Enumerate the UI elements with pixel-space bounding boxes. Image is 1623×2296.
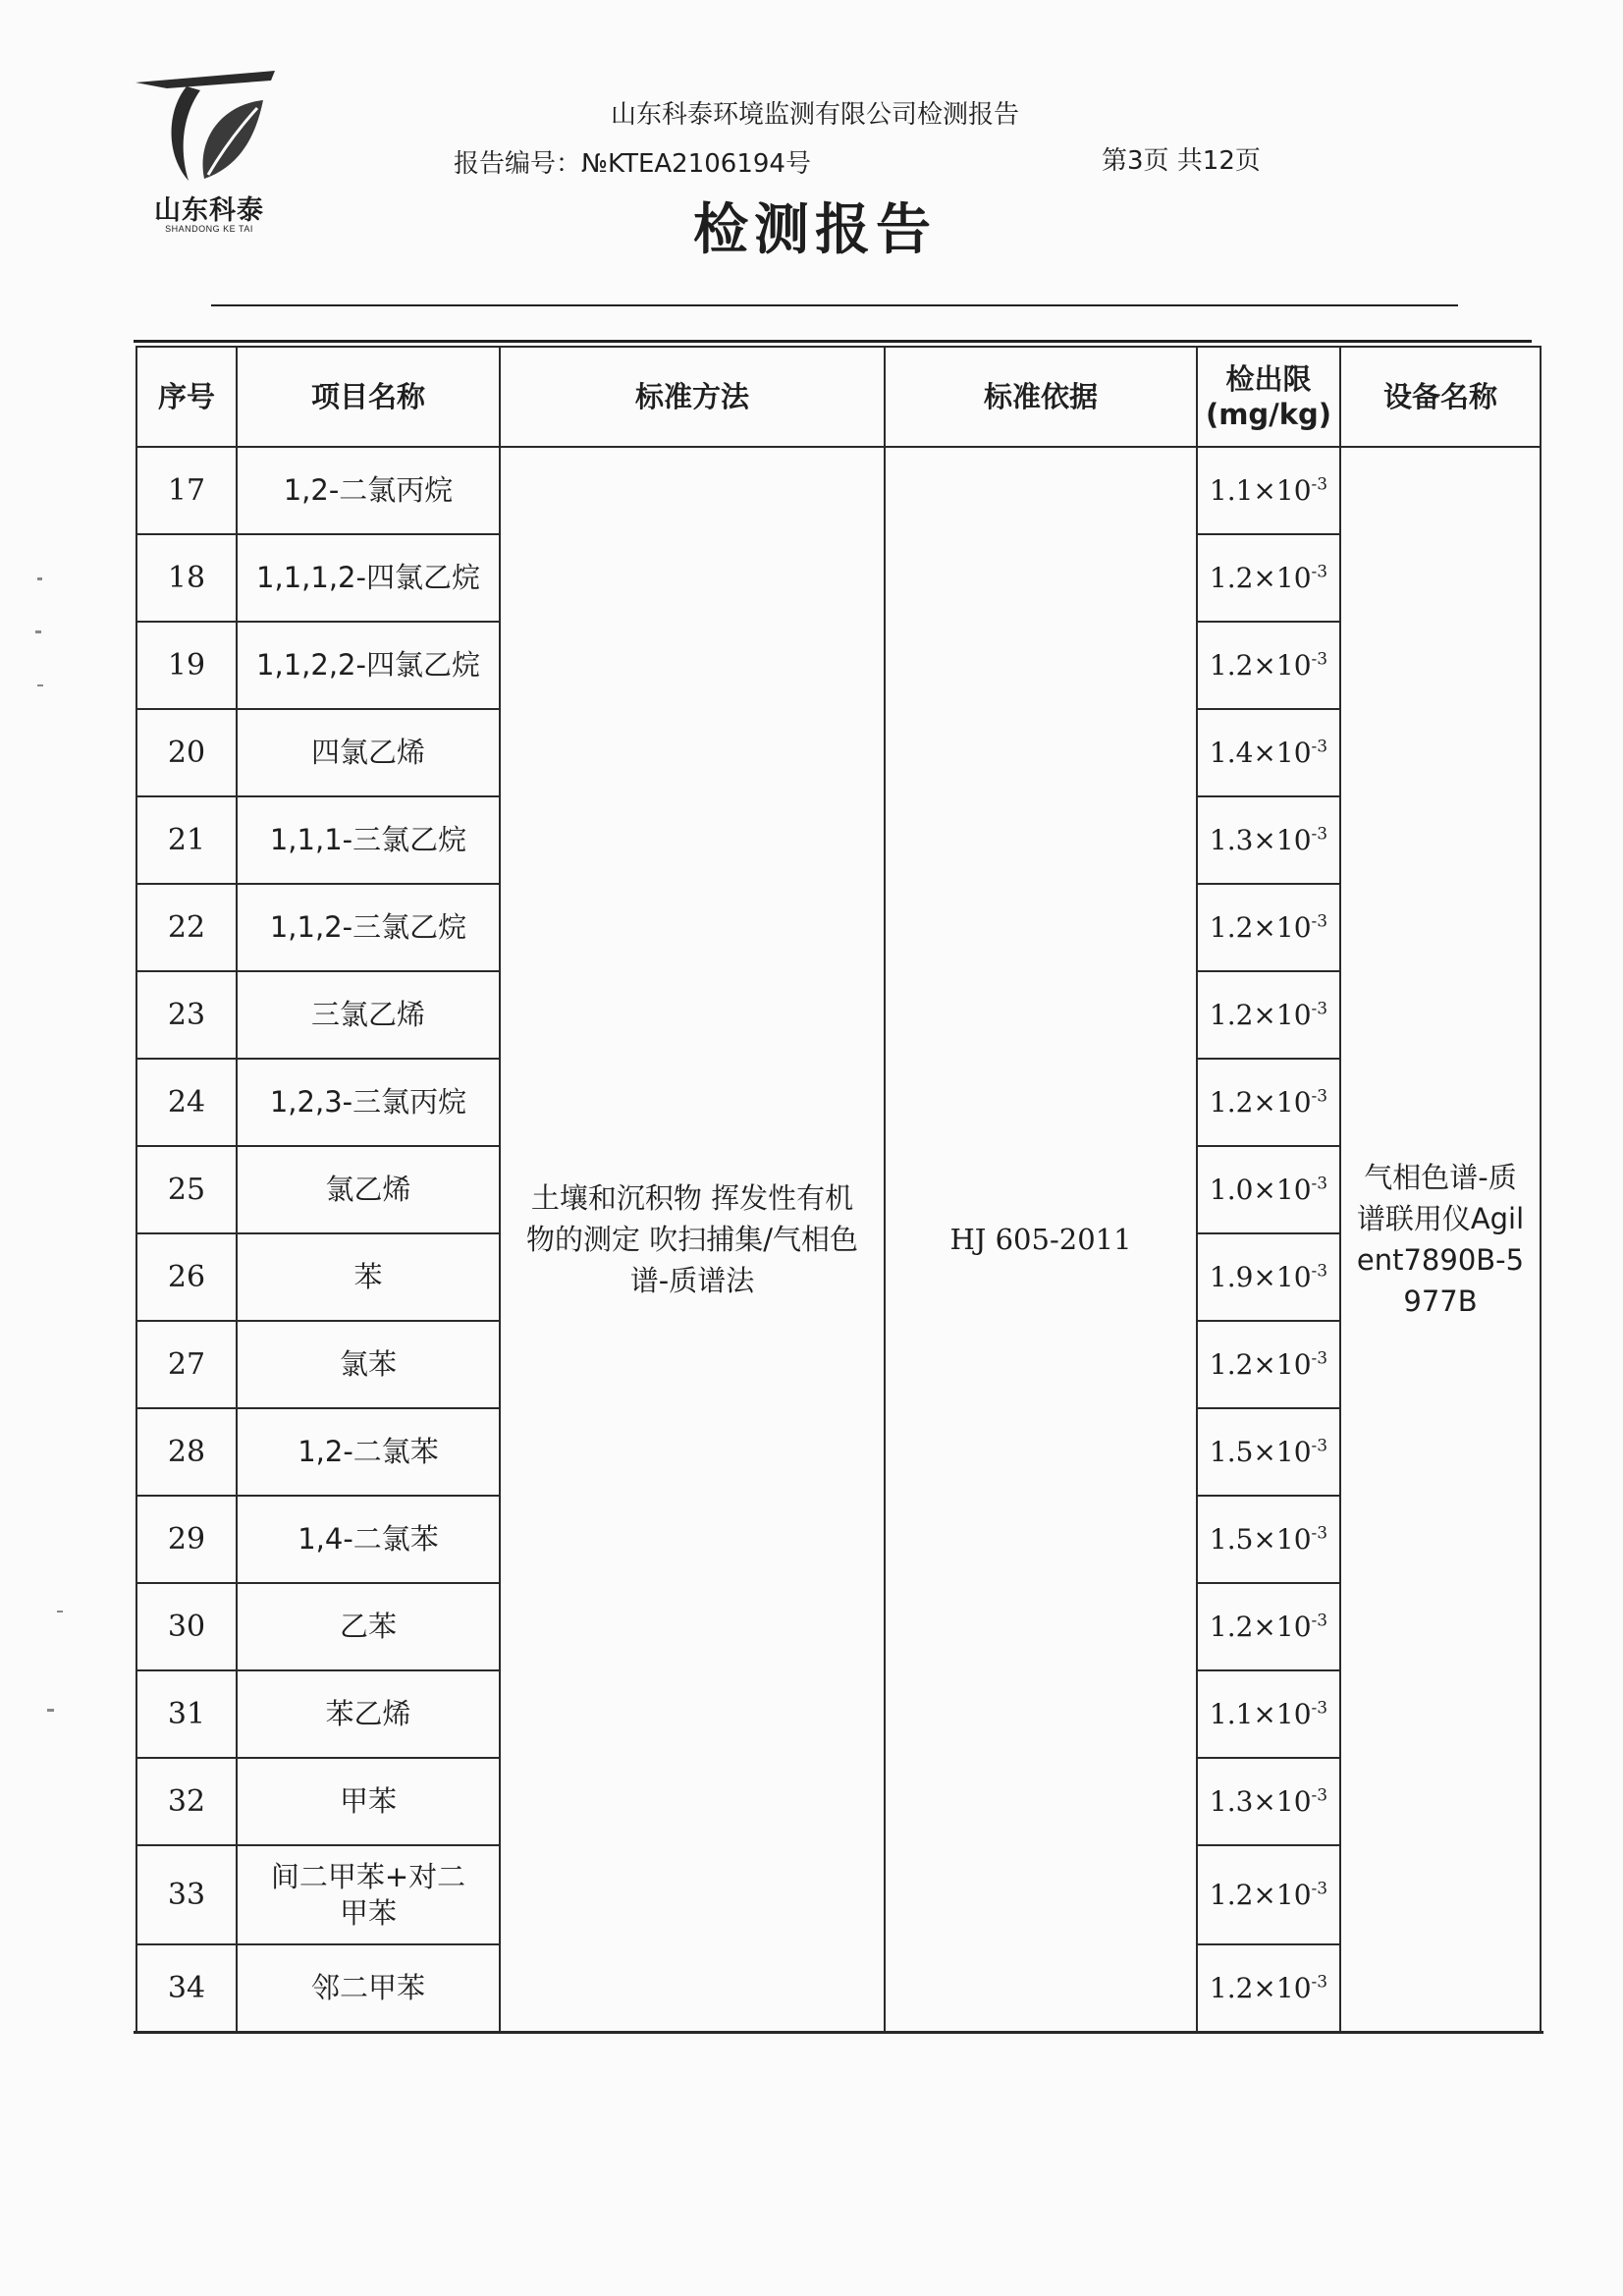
row-seq: 20 — [136, 709, 237, 796]
row-item-name: 1,2,3-三氯丙烷 — [237, 1059, 500, 1146]
limit-exponent: -3 — [1311, 824, 1328, 845]
table-top-rule — [134, 340, 1532, 343]
row-item-name: 三氯乙烯 — [237, 971, 500, 1059]
row-detection-limit — [1197, 1845, 1340, 1944]
limit-mantissa: 1.3×10 — [1209, 1785, 1312, 1818]
row-seq: 33 — [136, 1845, 237, 1944]
limit-exponent: -3 — [1311, 999, 1328, 1019]
row-detection-limit — [1197, 447, 1340, 534]
row-detection-limit — [1197, 1583, 1340, 1670]
row-item-name: 甲苯 — [237, 1758, 500, 1845]
row-seq: 18 — [136, 534, 237, 622]
limit-mantissa: 1.2×10 — [1209, 999, 1312, 1031]
row-item-name: 苯 — [237, 1233, 500, 1321]
standard-method: 土壤和沉积物 挥发性有机物的测定 吹扫捕集/气相色谱-质谱法 — [500, 447, 885, 2032]
page-indicator: 第3页 共12页 — [1102, 146, 1261, 176]
row-seq: 29 — [136, 1496, 237, 1583]
limit-exponent: -3 — [1311, 649, 1328, 670]
scan-mark — [37, 577, 42, 580]
row-seq: 23 — [136, 971, 237, 1059]
header-method: 标准方法 — [500, 347, 885, 447]
row-item-name: 四氯乙烯 — [237, 709, 500, 796]
row-seq: 21 — [136, 796, 237, 884]
limit-mantissa: 1.2×10 — [1209, 911, 1312, 944]
header-limit-unit: (mg/kg) — [1205, 398, 1332, 431]
row-item-name: 苯乙烯 — [237, 1670, 500, 1758]
limit-mantissa: 1.4×10 — [1209, 737, 1312, 769]
row-item-name: 氯乙烯 — [237, 1146, 500, 1233]
row-seq: 22 — [136, 884, 237, 971]
limit-mantissa: 1.2×10 — [1209, 1611, 1312, 1643]
limit-exponent: -3 — [1311, 1348, 1328, 1369]
limit-exponent: -3 — [1311, 737, 1328, 757]
header-limit-label: 检出限 — [1225, 361, 1312, 396]
row-seq: 26 — [136, 1233, 237, 1321]
report-number: 报告编号：№KTEA2106194号 — [454, 149, 811, 179]
company-logo — [128, 61, 285, 247]
limit-exponent: -3 — [1311, 1261, 1328, 1282]
row-item-name: 氯苯 — [237, 1321, 500, 1408]
row-seq: 30 — [136, 1583, 237, 1670]
row-detection-limit — [1197, 1758, 1340, 1845]
header-equipment: 设备名称 — [1340, 347, 1541, 447]
row-item-name: 间二甲苯+对二甲苯 — [237, 1845, 500, 1944]
row-item-name: 乙苯 — [237, 1583, 500, 1670]
limit-mantissa: 1.2×10 — [1209, 1879, 1312, 1911]
limit-mantissa: 1.5×10 — [1209, 1523, 1312, 1556]
row-detection-limit — [1197, 1944, 1340, 2032]
row-seq: 32 — [136, 1758, 237, 1845]
detection-limit-table — [135, 346, 1542, 2033]
scan-mark — [47, 1709, 54, 1712]
limit-exponent: -3 — [1311, 1611, 1328, 1631]
limit-mantissa: 1.2×10 — [1209, 562, 1312, 594]
row-item-name: 1,1,1,2-四氯乙烷 — [237, 534, 500, 622]
limit-exponent: -3 — [1311, 1086, 1328, 1107]
scan-mark — [35, 630, 41, 633]
row-seq: 34 — [136, 1944, 237, 2032]
row-seq: 28 — [136, 1408, 237, 1496]
limit-exponent: -3 — [1311, 1174, 1328, 1194]
row-detection-limit — [1197, 884, 1340, 971]
table-body — [136, 447, 1541, 2032]
row-detection-limit — [1197, 534, 1340, 622]
limit-exponent: -3 — [1311, 562, 1328, 582]
limit-exponent: -3 — [1311, 1972, 1328, 1993]
row-item-name: 邻二甲苯 — [237, 1944, 500, 2032]
row-item-name: 1,1,1-三氯乙烷 — [237, 796, 500, 884]
limit-exponent: -3 — [1311, 1879, 1328, 1899]
page-title: 检测报告 — [693, 198, 937, 262]
limit-mantissa: 1.2×10 — [1209, 1086, 1312, 1119]
logo-company-name-en: SHANDONG KE TAI — [165, 224, 253, 234]
limit-mantissa: 1.9×10 — [1209, 1261, 1312, 1293]
row-detection-limit — [1197, 796, 1340, 884]
row-detection-limit — [1197, 622, 1340, 709]
row-detection-limit — [1197, 1670, 1340, 1758]
scan-mark — [37, 684, 43, 686]
row-detection-limit — [1197, 709, 1340, 796]
row-item-name: 1,1,2-三氯乙烷 — [237, 884, 500, 971]
table-row — [136, 447, 1541, 534]
limit-mantissa: 1.0×10 — [1209, 1174, 1312, 1206]
header-divider — [211, 304, 1458, 306]
header-basis: 标准依据 — [885, 347, 1197, 447]
limit-exponent: -3 — [1311, 1436, 1328, 1456]
limit-exponent: -3 — [1311, 911, 1328, 932]
row-item-name: 1,2-二氯丙烷 — [237, 447, 500, 534]
limit-mantissa: 1.5×10 — [1209, 1436, 1312, 1468]
row-seq: 19 — [136, 622, 237, 709]
row-seq: 31 — [136, 1670, 237, 1758]
row-detection-limit — [1197, 1233, 1340, 1321]
leaf-logo-icon — [128, 61, 285, 189]
header-item-name: 项目名称 — [237, 347, 500, 447]
row-detection-limit — [1197, 1059, 1340, 1146]
row-detection-limit — [1197, 1146, 1340, 1233]
header-limit — [1197, 347, 1340, 447]
standard-basis: HJ 605-2011 — [885, 447, 1197, 2032]
header-seq: 序号 — [136, 347, 237, 447]
limit-mantissa: 1.1×10 — [1209, 474, 1312, 507]
limit-exponent: -3 — [1311, 1523, 1328, 1544]
limit-exponent: -3 — [1311, 474, 1328, 495]
row-detection-limit — [1197, 1496, 1340, 1583]
limit-mantissa: 1.1×10 — [1209, 1698, 1312, 1730]
row-seq: 27 — [136, 1321, 237, 1408]
row-detection-limit — [1197, 1408, 1340, 1496]
row-detection-limit — [1197, 971, 1340, 1059]
limit-mantissa: 1.2×10 — [1209, 1348, 1312, 1381]
row-item-name: 1,1,2,2-四氯乙烷 — [237, 622, 500, 709]
row-seq: 25 — [136, 1146, 237, 1233]
limit-mantissa: 1.3×10 — [1209, 824, 1312, 856]
company-report-line: 山东科泰环境监测有限公司检测报告 — [610, 100, 1019, 130]
limit-mantissa: 1.2×10 — [1209, 649, 1312, 682]
row-item-name: 1,4-二氯苯 — [237, 1496, 500, 1583]
limit-mantissa: 1.2×10 — [1209, 1972, 1312, 2004]
logo-company-name: 山东科泰 — [154, 195, 264, 226]
scan-mark — [57, 1611, 63, 1613]
row-seq: 17 — [136, 447, 237, 534]
row-seq: 24 — [136, 1059, 237, 1146]
row-detection-limit — [1197, 1321, 1340, 1408]
limit-exponent: -3 — [1311, 1785, 1328, 1806]
equipment-name: 气相色谱-质谱联用仪Agilent7890B-5977B — [1340, 447, 1541, 2032]
row-item-name: 1,2-二氯苯 — [237, 1408, 500, 1496]
limit-exponent: -3 — [1311, 1698, 1328, 1719]
